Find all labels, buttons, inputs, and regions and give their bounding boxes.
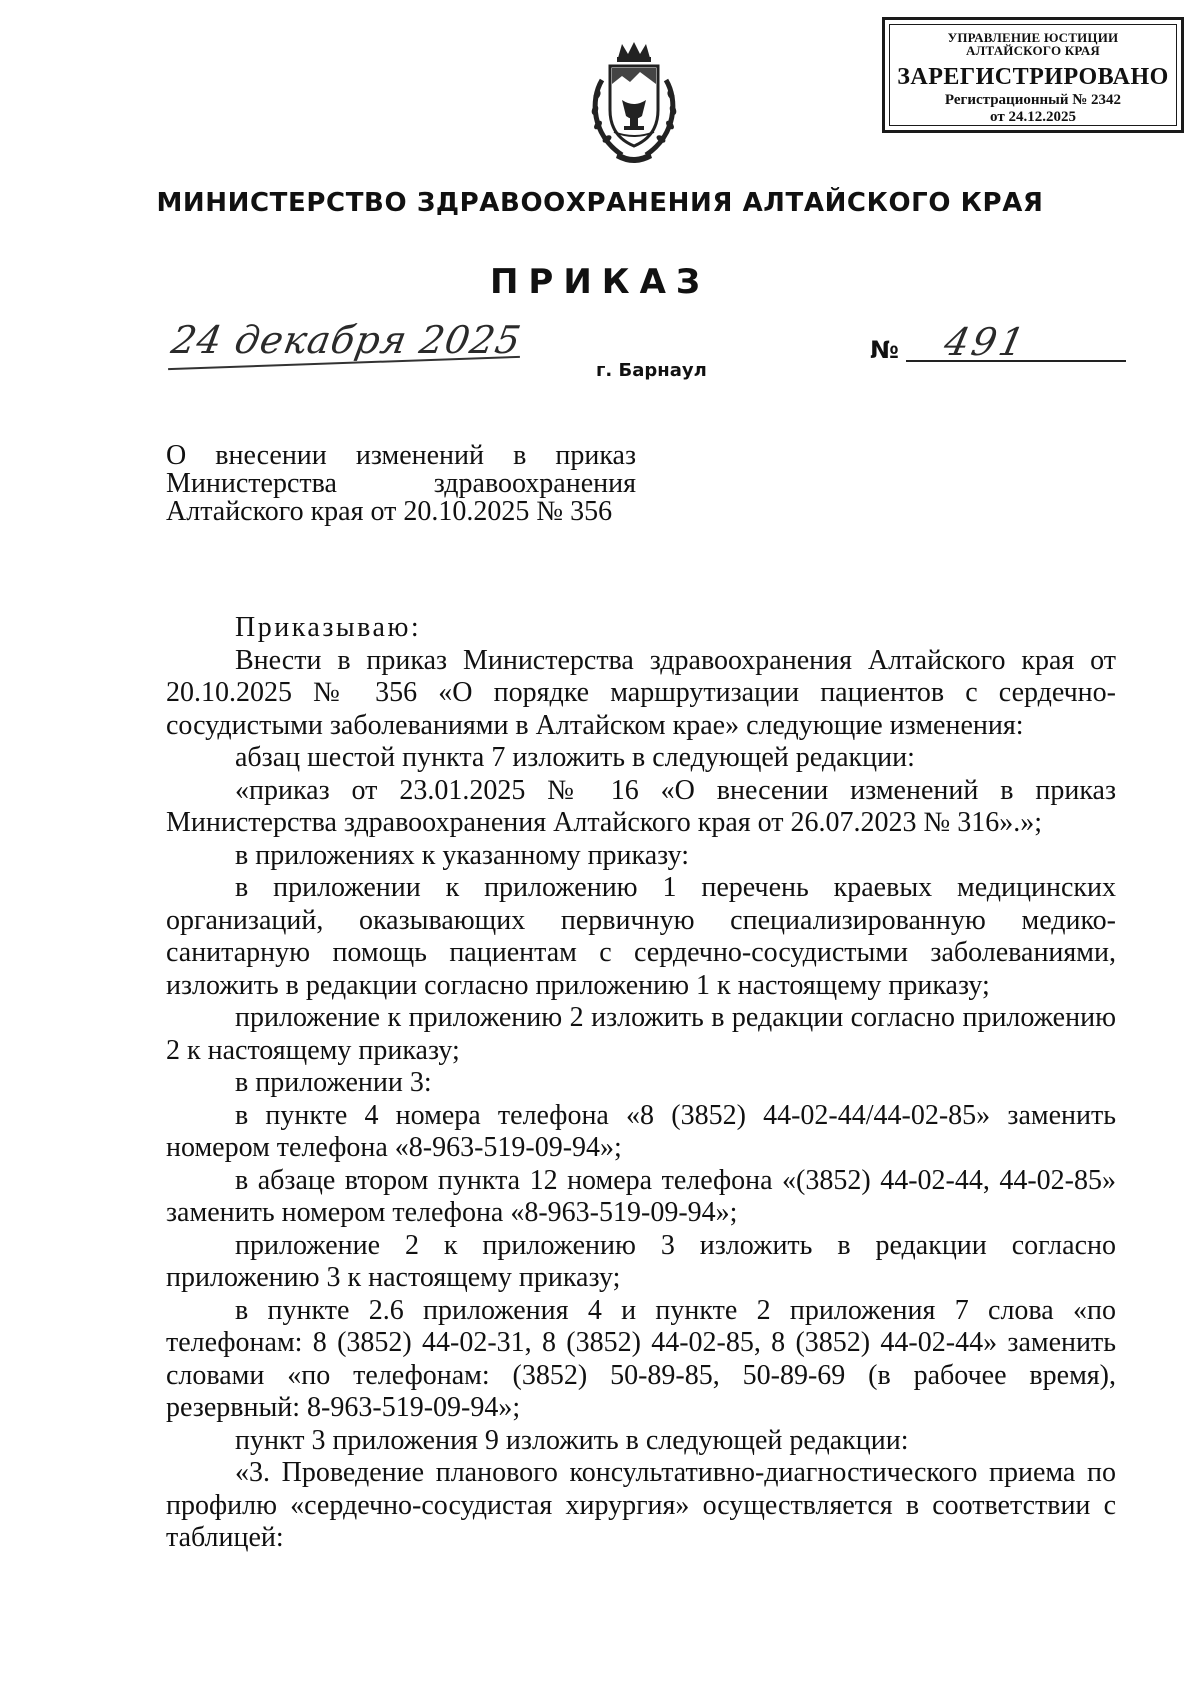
registration-stamp: [882, 17, 1184, 133]
body-paragraph: в приложении к приложению 1 перечень краевых медицинских организаций, оказывающих первичную специализированную медико-санитарную помощь пациентам с сердечно-сосудистыми заболеваниями, изложить в редакции согласно приложению 1 к настоящему приказу;: [166, 872, 1116, 1001]
body-paragraph: в пункте 4 номера телефона «8 (3852) 44-02-44/44-02-85» заменить номером телефона «8-963-519-09-94»;: [166, 1099, 1116, 1163]
body-paragraph: в приложении 3:: [235, 1067, 432, 1098]
subject-line-2: Министерства здравоохранения: [166, 468, 636, 499]
handwritten-date: 24 декабря 2025: [168, 318, 525, 362]
city-label: г. Барнаул: [596, 360, 707, 381]
subject-line-1: О внесении изменений в приказ: [166, 440, 636, 471]
body-paragraph: абзац шестой пункта 7 изложить в следующей редакции:: [235, 742, 915, 773]
coat-of-arms-emblem: [582, 40, 686, 165]
stamp-org-line2: АЛТАЙСКОГО КРАЯ: [966, 43, 1100, 58]
order-body: [166, 612, 1116, 1555]
body-paragraph: пункт 3 приложения 9 изложить в следующей редакции:: [235, 1424, 909, 1456]
number-label: №: [870, 336, 899, 364]
order-directive: Приказываю:: [235, 612, 422, 643]
body-paragraph: «приказ от 23.01.2025 № 16 «О внесении изменений в приказ Министерства здравоохранения Алтайского края от 26.07.2023 № 316».»;: [166, 774, 1116, 838]
handwritten-order-number: 491: [940, 320, 1032, 364]
order-subject: [166, 442, 636, 526]
ministry-name: МИНИСТЕРСТВО ЗДРАВООХРАНЕНИЯ АЛТАЙСКОГО КРАЯ: [156, 188, 1044, 218]
document-type-title: ПРИКАЗ: [489, 262, 711, 302]
subject-line-3: Алтайского края от 20.10.2025 № 356: [166, 496, 613, 527]
body-paragraph: в абзаце втором пункта 12 номера телефона «(3852) 44-02-44, 44-02-85» заменить номером телефона «8-963-519-09-94»;: [166, 1164, 1116, 1228]
body-paragraph: приложение к приложению 2 изложить в редакции согласно приложению 2 к настоящему приказу;: [166, 1002, 1116, 1066]
stamp-reg-number: Регистрационный № 2342: [944, 92, 1122, 108]
body-paragraph: приложение 2 к приложению 3 изложить в редакции согласно приложению 3 к настоящему приказу;: [166, 1229, 1116, 1293]
stamp-inner-frame: [889, 24, 1177, 126]
body-paragraph: в приложениях к указанному приказу:: [235, 839, 690, 871]
stamp-org-line1: УПРАВЛЕНИЕ ЮСТИЦИИ: [947, 30, 1119, 45]
body-paragraph: «3. Проведение планового консультативно-диагностического приема по профилю «сердечно-сосудистая хирургия» осуществляется в соответствии с таблицей:: [166, 1457, 1116, 1553]
stamp-status: ЗАРЕГИСТРИРОВАНО: [897, 64, 1169, 90]
body-paragraph: в пункте 2.6 приложения 4 и пункте 2 приложения 7 слова «по телефонам: 8 (3852) 44-02-31, 8 (3852) 44-02-85, 8 (3852) 44-02-44» заменить словами «по телефонам: (3852) 50-89-85, 50-89-69 (в рабочее время), резервный: 8-963-519-09-94»;: [166, 1294, 1116, 1423]
stamp-reg-date: от 24.12.2025: [990, 109, 1076, 125]
body-paragraph-intro: Внести в приказ Министерства здравоохранения Алтайского края от 20.10.2025 № 356 «О порядке маршрутизации пациентов с сердечно-сосудистыми заболеваниями в Алтайском крае» следующие изменения:: [166, 644, 1116, 741]
